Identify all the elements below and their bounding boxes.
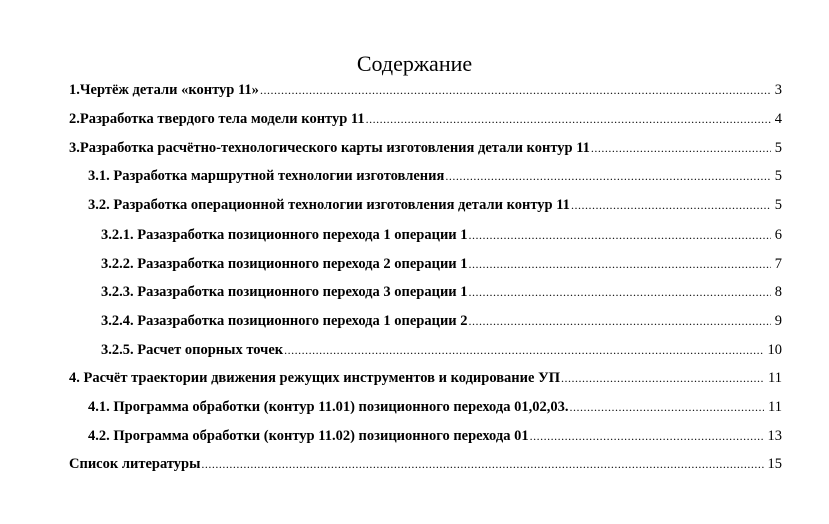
toc-entry-3-2-3 bbox=[0, 282, 782, 302]
toc-entry-4-1 bbox=[0, 397, 782, 417]
dot-leader bbox=[469, 282, 771, 302]
toc-entry-1 bbox=[0, 80, 782, 100]
toc-entry-label: 3.2.1. Разазработка позиционного перехода 1 операции 1 bbox=[101, 227, 468, 243]
toc-entry-page: 9 bbox=[774, 313, 782, 329]
toc-entry-label: 3.2. Разработка операционной технологии изготовления детали контур 11 bbox=[88, 197, 570, 213]
toc-entry-label: 4.2. Программа обработки (контур 11.02) позиционного перехода 01 bbox=[88, 428, 529, 444]
dot-leader bbox=[260, 80, 771, 100]
dot-leader bbox=[569, 397, 764, 417]
dot-leader bbox=[561, 368, 764, 388]
toc-entry-label: 3.Разработка расчётно-технологического карты изготовления детали контур 11 bbox=[69, 140, 590, 156]
toc-entry-3-2-1 bbox=[0, 225, 782, 245]
toc-entry-references bbox=[0, 454, 782, 474]
toc-entry-label: 3.1. Разработка маршрутной технологии изготовления bbox=[88, 168, 445, 184]
dot-leader bbox=[571, 195, 771, 215]
toc-entry-page: 11 bbox=[768, 370, 782, 386]
toc-entry-label: 2.Разработка твердого тела модели контур 11 bbox=[69, 111, 365, 127]
toc-entry-3-2 bbox=[0, 195, 782, 215]
toc-entry-3 bbox=[0, 138, 782, 158]
toc-entry-page: 5 bbox=[774, 140, 782, 156]
dot-leader bbox=[445, 166, 770, 186]
toc-entry-label: 4.1. Программа обработки (контур 11.01) позиционного перехода 01,02,03. bbox=[88, 399, 569, 415]
toc-entry-label: 3.2.4. Разазработка позиционного перехода 1 операции 2 bbox=[101, 313, 468, 329]
toc-entry-3-1 bbox=[0, 166, 782, 186]
toc-entry-4 bbox=[0, 368, 782, 388]
toc-entry-page: 11 bbox=[768, 399, 782, 415]
toc-entry-page: 7 bbox=[774, 256, 782, 272]
toc-entry-3-2-5 bbox=[0, 340, 782, 360]
toc-entry-page: 5 bbox=[774, 197, 782, 213]
toc-entry-label: Список литературы bbox=[69, 456, 201, 472]
toc-entry-page: 4 bbox=[774, 111, 782, 127]
toc-entry-label: 4. Расчёт траектории движения режущих инструментов и кодирование УП bbox=[69, 370, 560, 386]
toc-entry-3-2-4 bbox=[0, 311, 782, 331]
dot-leader bbox=[201, 454, 763, 474]
toc-entry-page: 8 bbox=[774, 284, 782, 300]
toc-entry-label: 3.2.2. Разазработка позиционного перехода 2 операции 1 bbox=[101, 256, 468, 272]
toc-entry-3-2-2 bbox=[0, 254, 782, 274]
toc-entry-page: 6 bbox=[774, 227, 782, 243]
toc-entry-4-2 bbox=[0, 426, 782, 446]
dot-leader bbox=[284, 340, 763, 360]
toc-entry-label: 1.Чертёж детали «контур 11» bbox=[69, 82, 259, 98]
dot-leader bbox=[530, 426, 764, 446]
dot-leader bbox=[591, 138, 771, 158]
dot-leader bbox=[469, 311, 771, 331]
toc-entry-2 bbox=[0, 109, 782, 129]
dot-leader bbox=[469, 225, 771, 245]
dot-leader bbox=[366, 109, 771, 129]
toc-entry-page: 3 bbox=[774, 82, 782, 98]
toc-entry-page: 5 bbox=[774, 168, 782, 184]
dot-leader bbox=[469, 254, 771, 274]
document-title: Содержание bbox=[356, 51, 473, 76]
toc-entry-page: 13 bbox=[767, 428, 782, 444]
toc-entry-page: 15 bbox=[767, 456, 782, 472]
toc-entry-page: 10 bbox=[767, 342, 782, 358]
toc-entry-label: 3.2.5. Расчет опорных точек bbox=[101, 342, 284, 358]
toc-entry-label: 3.2.3. Разазработка позиционного перехода 3 операции 1 bbox=[101, 284, 468, 300]
